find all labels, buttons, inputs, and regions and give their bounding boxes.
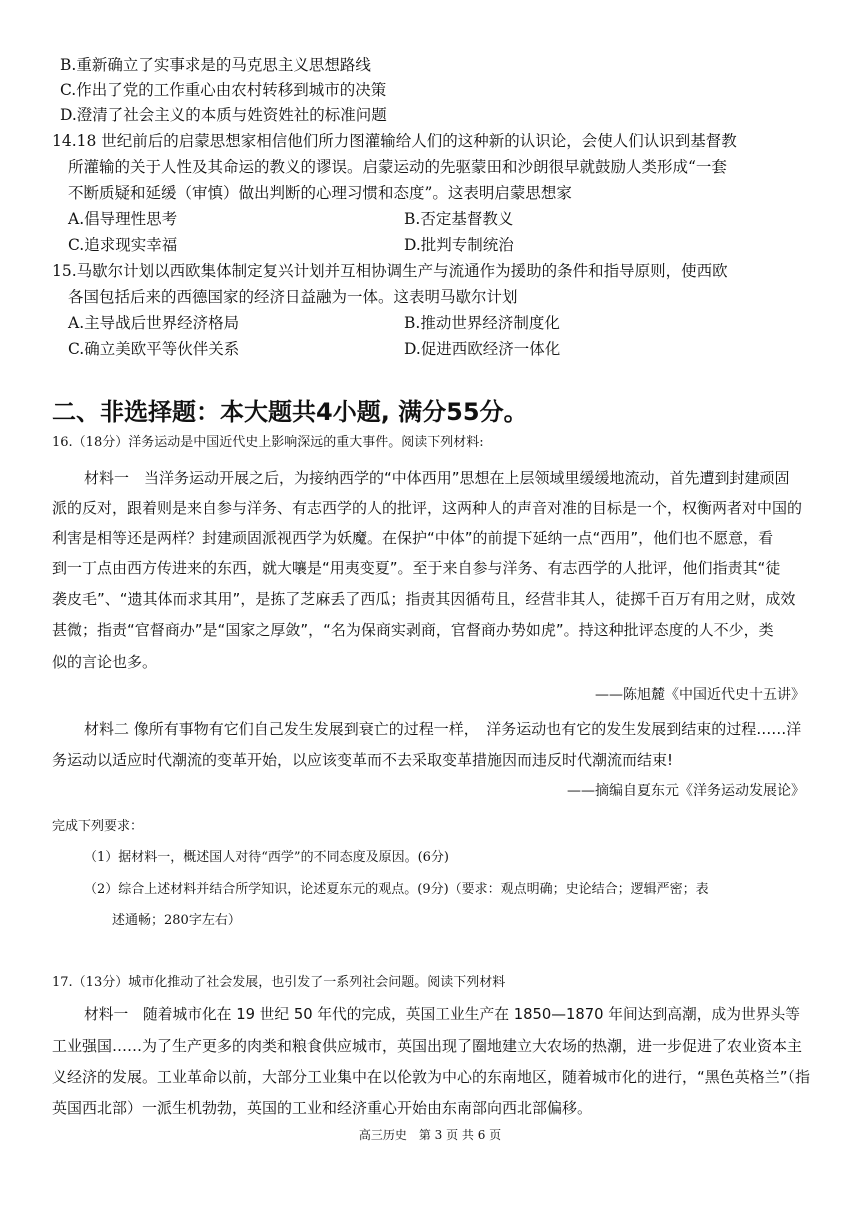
- q17-material1-line4: 英国西北部）一派生机勃勃，英国的工业和经济重心开始由东南部向西北部偏移。: [52, 1099, 593, 1117]
- q15-option-c: C.确立美欧平等伙伴关系: [68, 340, 240, 358]
- q16-material2-source: ——摘编自夏东元《洋务运动发展论》: [567, 783, 805, 799]
- q17-material1-line3: 义经济的发展。工业革命以前，大部分工业集中在以伦敦为中心的东南地区，随着城市化的进行，“黑色英格兰”（指: [52, 1068, 811, 1086]
- q15-option-b: B.推动世界经济制度化: [404, 314, 560, 332]
- q15-stem-line1: 15.马歇尔计划以西欧集体制定复兴计划并互相协调生产与流通作为援助的条件和指导原则，使西欧: [52, 262, 728, 280]
- q16-material1-line3: 利害是相等还是两样？封建顽固派视西学为妖魔。在保护“中体”的前提下延纳一点“西用”，他们也不愿意，看: [52, 529, 774, 547]
- q15-option-d: D.促进西欧经济一体化: [404, 340, 561, 358]
- q17-intro: 17.（13分）城市化推动了社会发展，也引发了一系列社会问题。阅读下列材料: [52, 975, 506, 990]
- q14-option-d: D.批判专制统治: [404, 236, 514, 254]
- q16-requirement-1: （1）据材料一，概述国人对待“西学”的不同态度及原因。(6分): [84, 850, 449, 865]
- q17-material1-line1: 材料一 随着城市化在 19 世纪 50 年代的完成，英国工业生产在 1850—1870 年间达到高潮，成为世界头等: [84, 1006, 800, 1023]
- q16-material2-line1: 材料二 像所有事物有它们自己发生发展到衰亡的过程一样， 洋务运动也有它的发生发展到结束的过程……洋: [84, 720, 802, 738]
- page-footer: 高三历史 第 3 页 共 6 页: [358, 1128, 502, 1142]
- q14-option-b: B.否定基督教义: [404, 210, 514, 228]
- q15-stem-line2: 各国包括后来的西德国家的经济日益融为一体。这表明马歇尔计划: [68, 288, 518, 306]
- q15-option-a: A.主导战后世界经济格局: [68, 314, 240, 332]
- q14-option-c: C.追求现实幸福: [68, 236, 178, 254]
- q16-material1-line7: 似的言论也多。: [52, 653, 158, 671]
- q14-option-a: A.倡导理性思考: [68, 210, 178, 228]
- section-2-heading: 二、非选择题：本大题共4小题, 满分55分。: [52, 398, 528, 426]
- q16-requirements-label: 完成下列要求：: [52, 819, 144, 834]
- q16-material1-line6: 甚微；指责“官督商办”是“国家之厚敛”，“名为保商实剥商，官督商办势如虎”。持这种批评态度的人不少，类: [52, 621, 774, 639]
- q14-stem-line3: 不断质疑和延缓（审慎）做出判断的心理习惯和态度”。这表明启蒙思想家: [68, 184, 572, 202]
- q16-material1-line5: 袭皮毛”、“遗其体而求其用”，是拣了芝麻丢了西瓜；指责其因循苟且，经营非其人，徒掷千百万有用之财，成效: [52, 590, 796, 608]
- q13-option-d: D.澄清了社会主义的本质与姓资姓社的标准问题: [60, 106, 387, 124]
- q14-stem-line2: 所灌输的关于人性及其命运的教义的谬误。启蒙运动的先驱蒙田和沙朗很早就鼓励人类形成“一套: [68, 158, 727, 176]
- q16-material1-line2: 派的反对，跟着则是来自参与洋务、有志西学的人的批评，这两种人的声音对准的目标是一个，权衡两者对中国的: [52, 499, 803, 517]
- q16-requirement-2-line1: （2）综合上述材料并结合所学知识，论述夏东元的观点。(9分)（要求：观点明确；史论结合；逻辑严密；表: [84, 882, 709, 897]
- q16-requirement-2-line2: 述通畅；280字左右）: [112, 913, 241, 928]
- q13-option-c: C.作出了党的工作重心由农村转移到城市的决策: [60, 81, 387, 99]
- q16-material2-line2: 务运动以适应时代潮流的变革开始，以应该变革而不去采取变革措施因而违反时代潮流而结束!: [52, 751, 674, 769]
- q16-material1-line1: 材料一 当洋务运动开展之后，为接纳西学的“中体西用”思想在上层领域里缓缓地流动，首先遭到封建顽固: [84, 469, 790, 487]
- q14-stem-line1: 14.18 世纪前后的启蒙思想家相信他们所力图灌输给人们的这种新的认识论，会使人们认识到基督教: [52, 132, 737, 150]
- q16-material1-source: ——陈旭麓《中国近代史十五讲》: [595, 687, 805, 703]
- q17-material1-line2: 工业强国……为了生产更多的肉类和粮食供应城市，英国出现了圈地建立大农场的热潮，进一步促进了农业资本主: [52, 1037, 803, 1055]
- q13-option-b: B.重新确立了实事求是的马克思主义思想路线: [60, 56, 371, 74]
- q16-material1-line4: 到一丁点由西方传进来的东西，就大嚷是“用夷变夏”。至于来自参与洋务、有志西学的人批评，他们指责其“徒: [52, 559, 781, 577]
- q16-intro: 16.（18分）洋务运动是中国近代史上影响深远的重大事件。阅读下列材料:: [52, 435, 484, 450]
